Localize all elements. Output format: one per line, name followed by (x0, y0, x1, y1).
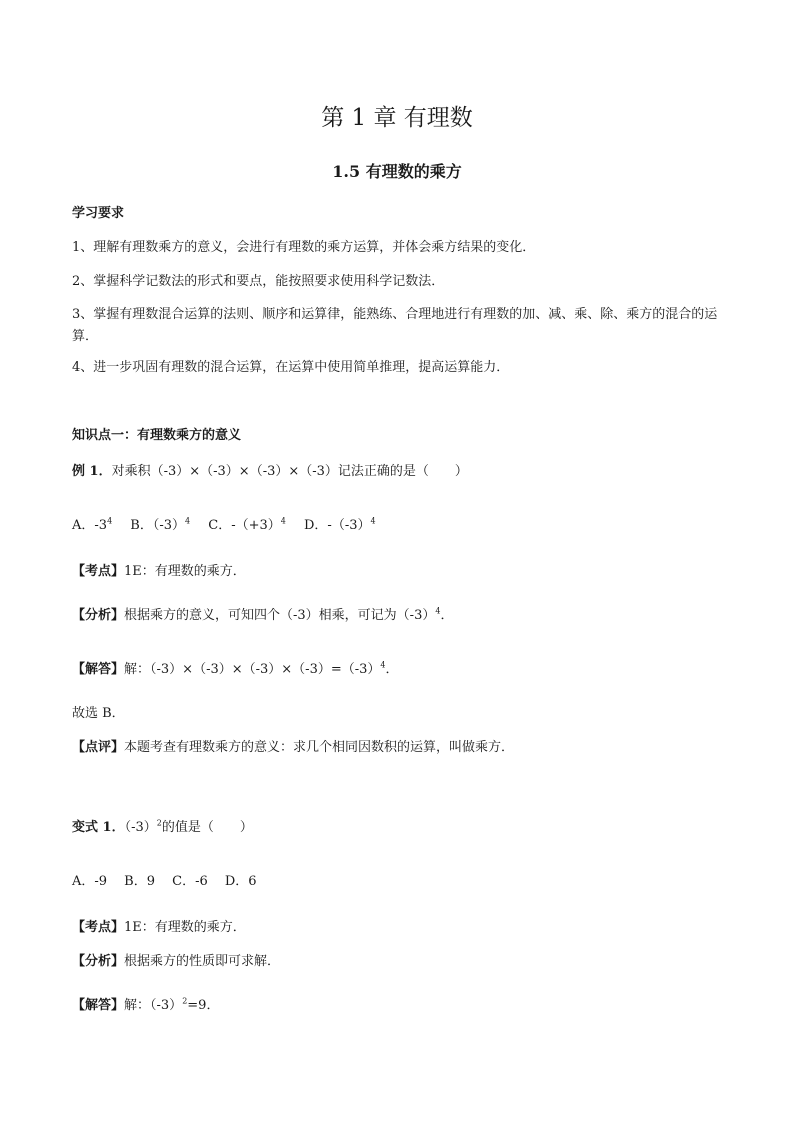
variant1-jieda: 【解答】解：$(-3)^2=9$． (72, 996, 220, 1013)
variant1-question: 变式 1．$(-3)^2$的值是（ ） (72, 818, 253, 835)
example1-label: 例 1． (72, 464, 112, 479)
section-title: 1.5 有理数的乘方 (332, 162, 462, 181)
requirement-item-2: 2、掌握科学记数法的形式和要点，能按照要求使用科学记数法． (72, 274, 445, 289)
example1-question (72, 462, 722, 482)
requirements-heading: 学习要求 (72, 206, 125, 221)
option-c: C．$-(+3)^4$ (208, 516, 286, 533)
option-b: B．$(-3)^4$ (130, 516, 191, 533)
option-d: D．$-(-3)^4$ (304, 516, 376, 533)
example1-jieda: 【解答】解：$(-3)\times(-3)\times(-3)\times(-3)=(-3)^4$． (72, 660, 399, 677)
knowledge-heading: 知识点一：有理数乘方的意义 (72, 428, 242, 443)
example1-conclusion: 故选 B． (72, 706, 125, 721)
example1-dianping: 【点评】本题考查有理数乘方的意义：求几个相同因数积的运算，叫做乘方． (72, 740, 515, 755)
variant1-fenxi: 【分析】根据乘方的性质即可求解． (72, 954, 281, 969)
example1-text: 对乘积（-3）×（-3）×（-3）×（-3）记法正确的是（ ） (111, 464, 468, 479)
example1-fenxi: 【分析】根据乘方的意义，可知四个（-3）相乘，可记为$(-3)^4$． (72, 606, 454, 623)
variant1-kaodian: 【考点】1E：有理数的乘方． (72, 920, 246, 935)
kaodian-tag: 【考点】 (72, 920, 125, 935)
example1-options (72, 516, 722, 536)
variant1-label: 变式 1． (72, 820, 125, 835)
kaodian-tag: 【考点】 (72, 564, 125, 579)
requirement-item-1: 1、理解有理数乘方的意义，会进行有理数的乘方运算，并体会乘方结果的变化． (72, 240, 536, 255)
chapter-title: 第 1 章 有理数 (321, 105, 473, 131)
jieda-tag: 【解答】 (72, 998, 125, 1013)
jieda-tag: 【解答】 (72, 662, 125, 677)
example1-kaodian: 【考点】1E：有理数的乘方． (72, 564, 246, 579)
requirement-item-4: 4、进一步巩固有理数的混合运算，在运算中使用简单推理，提高运算能力． (72, 360, 510, 375)
option-a: A．$-3^4$ (72, 516, 113, 533)
fenxi-tag: 【分析】 (72, 608, 125, 623)
requirement-item-3: 3、掌握有理数混合运算的法则、顺序和运算律，能熟练、合理地进行有理数的加、减、乘、除、乘方的混合的运算． (72, 307, 718, 344)
dianping-tag: 【点评】 (72, 740, 125, 755)
fenxi-tag: 【分析】 (72, 954, 125, 969)
variant1-options: A．-9 B．9 C．-6 D．6 (72, 874, 257, 889)
